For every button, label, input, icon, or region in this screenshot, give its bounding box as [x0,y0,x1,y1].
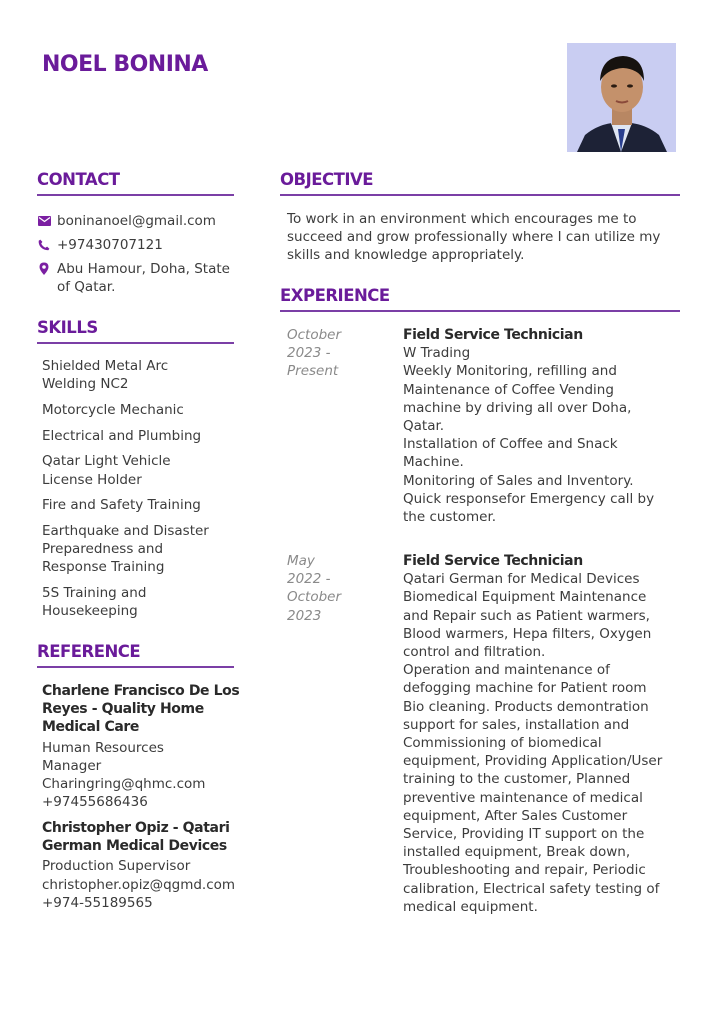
skill-item: Shielded Metal Arc Welding NC2 [42,358,169,393]
profile-photo [567,43,676,152]
reference-phone[interactable]: +974-55189565 [42,894,153,911]
reference-name: Christopher Opiz - Qatari German Medical Devices [42,820,230,855]
reference-email[interactable]: christopher.opiz@qgmd.com [42,876,236,893]
resume-name: NOEL BONINA [42,52,208,77]
contact-email-row [37,212,216,230]
reference-email[interactable]: Charingring@qhmc.com [42,776,206,793]
experience-date: May 2022 - October 2023 [287,553,342,624]
experience-title: Field Service Technician [403,553,583,569]
section-reference-title: REFERENCE [37,642,234,668]
section-experience-title: EXPERIENCE [280,286,680,312]
experience-description: W Trading Weekly Monitoring, refilling and Maintenance of Coffee Vending machine by driving all over Doha, Qatar. Installation of Coffee and Snack Machine. Monitoring of Sales and Inventory. Quick responsefor Emergency call by the customer. [403,345,655,526]
experience-date: October 2023 - Present [287,327,342,380]
reference-phone[interactable]: +97455686436 [42,794,148,811]
objective-text: To work in an environment which encourages me to succeed and grow professionally where I can utilize my skills and knowledge appropriately. [287,211,661,264]
section-skills-title: SKILLS [37,318,234,344]
contact-address [57,260,230,296]
experience-title: Field Service Technician [403,327,583,343]
section-contact-title: CONTACT [37,170,234,196]
reference-item [42,682,252,811]
reference-item [42,819,252,912]
section-objective-title: OBJECTIVE [280,170,680,196]
experience-entry [403,326,693,526]
skill-item: Fire and Safety Training [42,497,201,514]
skill-item: 5S Training and Housekeeping [42,585,147,620]
reference-name: Charlene Francisco De Los Reyes - Quality Home Medical Care [42,683,240,736]
location-pin-icon [37,260,51,278]
experience-description: Qatari German for Medical Devices Biomedical Equipment Maintenance and Repair such as Patient warmers, Blood warmers, Hepa filters, Oxygen control and filtration. Operation and maintenance of defogging machine for Patient room Bio cleaning. Products demontration support for sales, installation and Commissioning of biomedical equipment, Providing Application/User training to the customer, Planned preventive maintenance of medical equipment, After Sales Customer Service, Providing IT support on the installed equipment, Break down, Troubleshooting and repair, Periodic calibration, Electrical safety testing of medical equipment. [403,571,663,915]
experience-entry [403,552,693,916]
reference-details: Human Resources Manager Charingring@qhmc.com +97455686436 [42,739,206,811]
phone-icon [37,236,51,254]
skill-item: Motorcycle Mechanic [42,401,184,418]
contact-phone[interactable]: +97430707121 [57,237,163,253]
contact-address-line: Abu Hamour, Doha, State [57,261,230,277]
contact-address-row [37,260,230,296]
contact-phone-row [37,236,163,254]
skills-list [42,357,242,628]
skill-item: Electrical and Plumbing [42,427,202,444]
reference-details: Production Supervisor christopher.opiz@qgmd.com +974-55189565 [42,858,236,911]
contact-address-line: of Qatar. [57,279,116,296]
envelope-icon [37,212,51,230]
skill-item: Earthquake and Disaster Preparedness and Response Training [42,522,209,576]
contact-email[interactable]: boninanoel@gmail.com [57,213,216,229]
skill-item: Qatar Light Vehicle License Holder [42,453,171,488]
